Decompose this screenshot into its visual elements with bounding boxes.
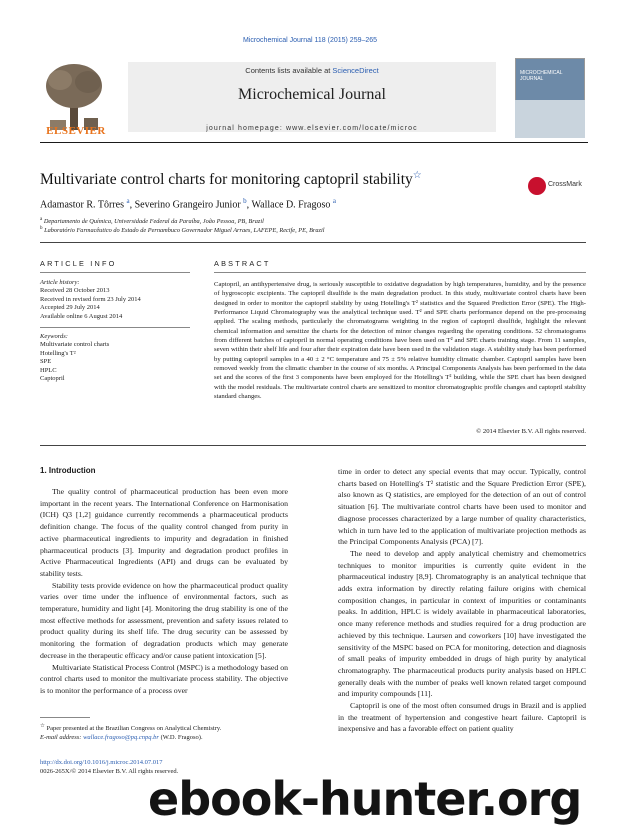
email-suffix: (W.D. Fragoso). <box>158 733 203 741</box>
footnote <box>40 722 288 742</box>
crossmark-label[interactable]: CrossMark <box>548 181 582 188</box>
journal-cover-title: MICROCHEMICAL JOURNAL <box>520 70 563 82</box>
affiliation <box>40 217 580 225</box>
affiliation-text: Laboratório Farmacêutico do Estado de Pernambuco Governador Miguel Arraes, LAFEPE, Recife, PE, Brazil <box>44 227 325 235</box>
keyword: Hotelling's T² <box>40 349 76 357</box>
keywords <box>40 333 190 383</box>
contents-prefix: Contents lists available at <box>245 66 333 75</box>
body-paragraph: Multivariate Statistical Process Control (MSPC) is a methodology based on control charts used to monitor the multivariate process stability. The objective is to monitor the performance of a process over <box>40 662 288 695</box>
email-label: E-mail address: <box>40 733 84 741</box>
history-item: Received 28 October 2013 <box>40 287 110 295</box>
affiliation-text: Departamento de Química, Universidade Federal da Paraíba, João Pessoa, PB, Brazil <box>43 218 264 226</box>
divider <box>40 445 586 446</box>
body-paragraph: The need to develop and apply analytical chemistry and chemometrics techniques to monitor impurities is currently quite evident in the pharmaceutical industry [8,9]. Chromatography is an analytical technique that adds extra information by directly relating failure origins with chemical composition changes, in particular in context of impurities or contaminants peaks. In addition, HPLC is widely available in pharmaceutical laboratories, once many reference methods and studies required for a drug production are achieved by this technique. Laursen and coworkers [10] have investigated the sensitivity of the MSPC based on PCA for monitoring, detection and diagnosis of small peaks of impurity embedded in drugs of high purity by analytical chromatography. The pharmaceutical products purity analysis based on HPLC generally deals with the number of peaks well known related target compound and impurity compounds [11]. <box>338 548 586 699</box>
doi-link[interactable]: http://dx.doi.org/10.1016/j.microc.2014.07.017 <box>40 759 163 766</box>
author-affil-mark[interactable]: b <box>243 197 247 205</box>
author-name[interactable]: Wallace D. Fragoso <box>251 199 331 211</box>
divider <box>40 242 586 243</box>
crossmark-icon[interactable] <box>528 177 546 195</box>
article-title-text: Multivariate control charts for monitoring captopril stability <box>40 171 413 189</box>
title-footnote-mark[interactable]: ☆ <box>412 170 422 181</box>
author-name[interactable]: Severino Grangeiro Junior <box>134 199 241 211</box>
keyword: SPE <box>40 358 52 366</box>
body-paragraph: The quality control of pharmaceutical production has been even more important in the recent years. The International Conference on Harmonisation (ICH) Q3 [1,2] guidance currently recommends a pharmaceutical products definition change. The focus of the quality control changed from purity in active pharmaceutical ingredients to impurity and degradation in finished pharmaceutical products [3]. Impurity and degradation product profiles in Active Pharmaceutical Ingredients (API) and drugs can be evaluated by stability tests. <box>40 487 288 578</box>
history-label: Article history: <box>40 279 80 286</box>
divider <box>214 272 586 273</box>
body-column-left <box>40 486 288 697</box>
footnote-text: Paper presented at the Brazilian Congress on Analytical Chemistry. <box>46 725 222 733</box>
affiliation-mark: b <box>40 226 43 231</box>
section-heading: 1. Introduction <box>40 466 96 475</box>
affiliation <box>40 226 580 234</box>
author-email-link[interactable]: wallace.fragoso@pq.cnpq.br <box>83 733 159 741</box>
abstract-text: Captopril, an antihypertensive drug, is seriously susceptible to oxidative degradation by high temperatures, humidity, and by the presence of hygroscopic excipients. The captopril disulfide is the main degradation product. In this study, multivariate control charts have been designed in order to monitor the captopril stability by using Hotelling's T² statistics and the Squared Prediction Error (SPE). The High-Performance Liquid Chromatography was the analytical technique used. T² and SPE charts performance depend on the pre-processing applied. The scaling methods, particularly the chromatograms weighting in the region of captopril disulfide, highlight the relevant chemical information and sensitize the charts for the detection of minor changes regarding the operating conditions. 52 chromatograms from different batches of captopril in normal operating conditions have been used on T² and SPE charts training stage. From 11 samples, seven within their shelf life and four after their expiration date have been used in the validation stage. A stability study has been performed by putting captopril samples in a 40 ± 2 °C temperature and 75 ± 5% relative humidity climatic chamber. Captopril samples have been removed weekly from the climatic chamber in the course of six months. A Principal Components Analysis has been performed in the data set and the scores of the first 3 components have been employed for the Hotelling's T² building, while the SPE chart has been designed with the model residuals. The multivariate control charts are sensitized to monitor chromatographic profile changes and captopril stability standard changes. <box>214 281 586 401</box>
watermark: ebook-hunter.org <box>148 772 582 826</box>
journal-homepage[interactable]: journal homepage: www.elsevier.com/locate/microc <box>206 125 418 132</box>
abstract-heading: ABSTRACT <box>214 259 271 268</box>
keyword: Captopril <box>40 375 65 383</box>
history-item: Accepted 29 July 2014 <box>40 304 100 312</box>
body-paragraph: Stability tests provide evidence on how the pharmaceutical product quality varies over time under the influence of environmental factors, such as temperature, humidity and light [4]. Monitoring the drug stability is one of the most effective methods for assessment, prevention and safety issues related to product quality during its shelf life. The drug security can be assessed by monitoring the formation of degradation products which may generate decrease in the therapeutic efficacy and/or cause patient intoxication [5]. <box>40 580 288 660</box>
article-title <box>40 170 500 189</box>
body-column-right <box>338 466 586 735</box>
affiliation-mark: a <box>40 217 43 222</box>
contents-line <box>128 66 496 75</box>
history-item: Received in revised form 23 July 2014 <box>40 295 141 303</box>
journal-cover-band <box>515 100 585 138</box>
body-paragraph: Captopril is one of the most often consumed drugs in Brazil and is applied in the treatment of hypertension and congestive heart failure. Captopril is inexpensive and has a favorable effect on patient quality <box>338 701 586 734</box>
article-info-heading: ARTICLE INFO <box>40 259 117 268</box>
author-affil-mark[interactable]: a <box>126 197 130 205</box>
journal-title: Microchemical Journal <box>238 86 386 103</box>
sciencedirect-link[interactable]: ScienceDirect <box>332 66 379 75</box>
article-history <box>40 279 190 321</box>
keyword: HPLC <box>40 366 57 374</box>
footnote-mark: ☆ <box>40 723 45 729</box>
author-affil-mark[interactable]: a <box>332 197 337 205</box>
footnote-divider <box>40 717 90 718</box>
body-paragraph: time in order to detect any special events that may occur. Typically, control charts based on Hotelling's T² statistic and the Square Prediction Error (SPE), also known as Q statistics, are employed for the detection of an out of control situation [6]. The multivariate control charts have been used to monitor and diagnose processes characterized by a large number of quality characteristics, which in turn have led to the application of multivariate projection methods as the Principal Components Analysis (PCA) [7]. <box>338 467 586 547</box>
keyword: Multivariate control charts <box>40 341 110 349</box>
elsevier-wordmark: ELSEVIER <box>46 125 106 137</box>
history-item: Available online 6 August 2014 <box>40 312 123 320</box>
author-name[interactable]: Adamastor R. Tôrres <box>40 199 124 211</box>
issn-line: 0026-265X/© 2014 Elsevier B.V. All rights reserved. <box>40 767 179 775</box>
divider <box>40 272 190 273</box>
abstract-copyright: © 2014 Elsevier B.V. All rights reserved. <box>476 428 586 435</box>
keywords-label: Keywords: <box>40 333 68 340</box>
author-list: Adamastor R. Tôrres $^a$, Severino Grangeiro Junior $^b$, Wallace D. Fragoso $^a$ <box>40 197 337 211</box>
journal-citation[interactable]: Microchemical Journal 118 (2015) 259–265 <box>242 37 378 44</box>
divider <box>40 327 190 328</box>
